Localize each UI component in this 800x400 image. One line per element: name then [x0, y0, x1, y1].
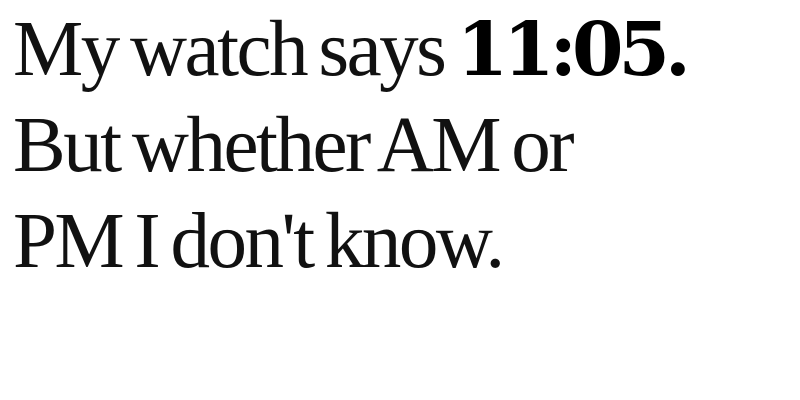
- poem-line-1: [13, 2, 793, 98]
- poem-text-block: [13, 2, 793, 290]
- poem-line-2: But whether AM or: [13, 102, 573, 189]
- poem-line-3: PM I don't know.: [13, 198, 503, 285]
- watch-statement: My watch says: [13, 6, 445, 93]
- watch-time: 11:05.: [456, 7, 686, 93]
